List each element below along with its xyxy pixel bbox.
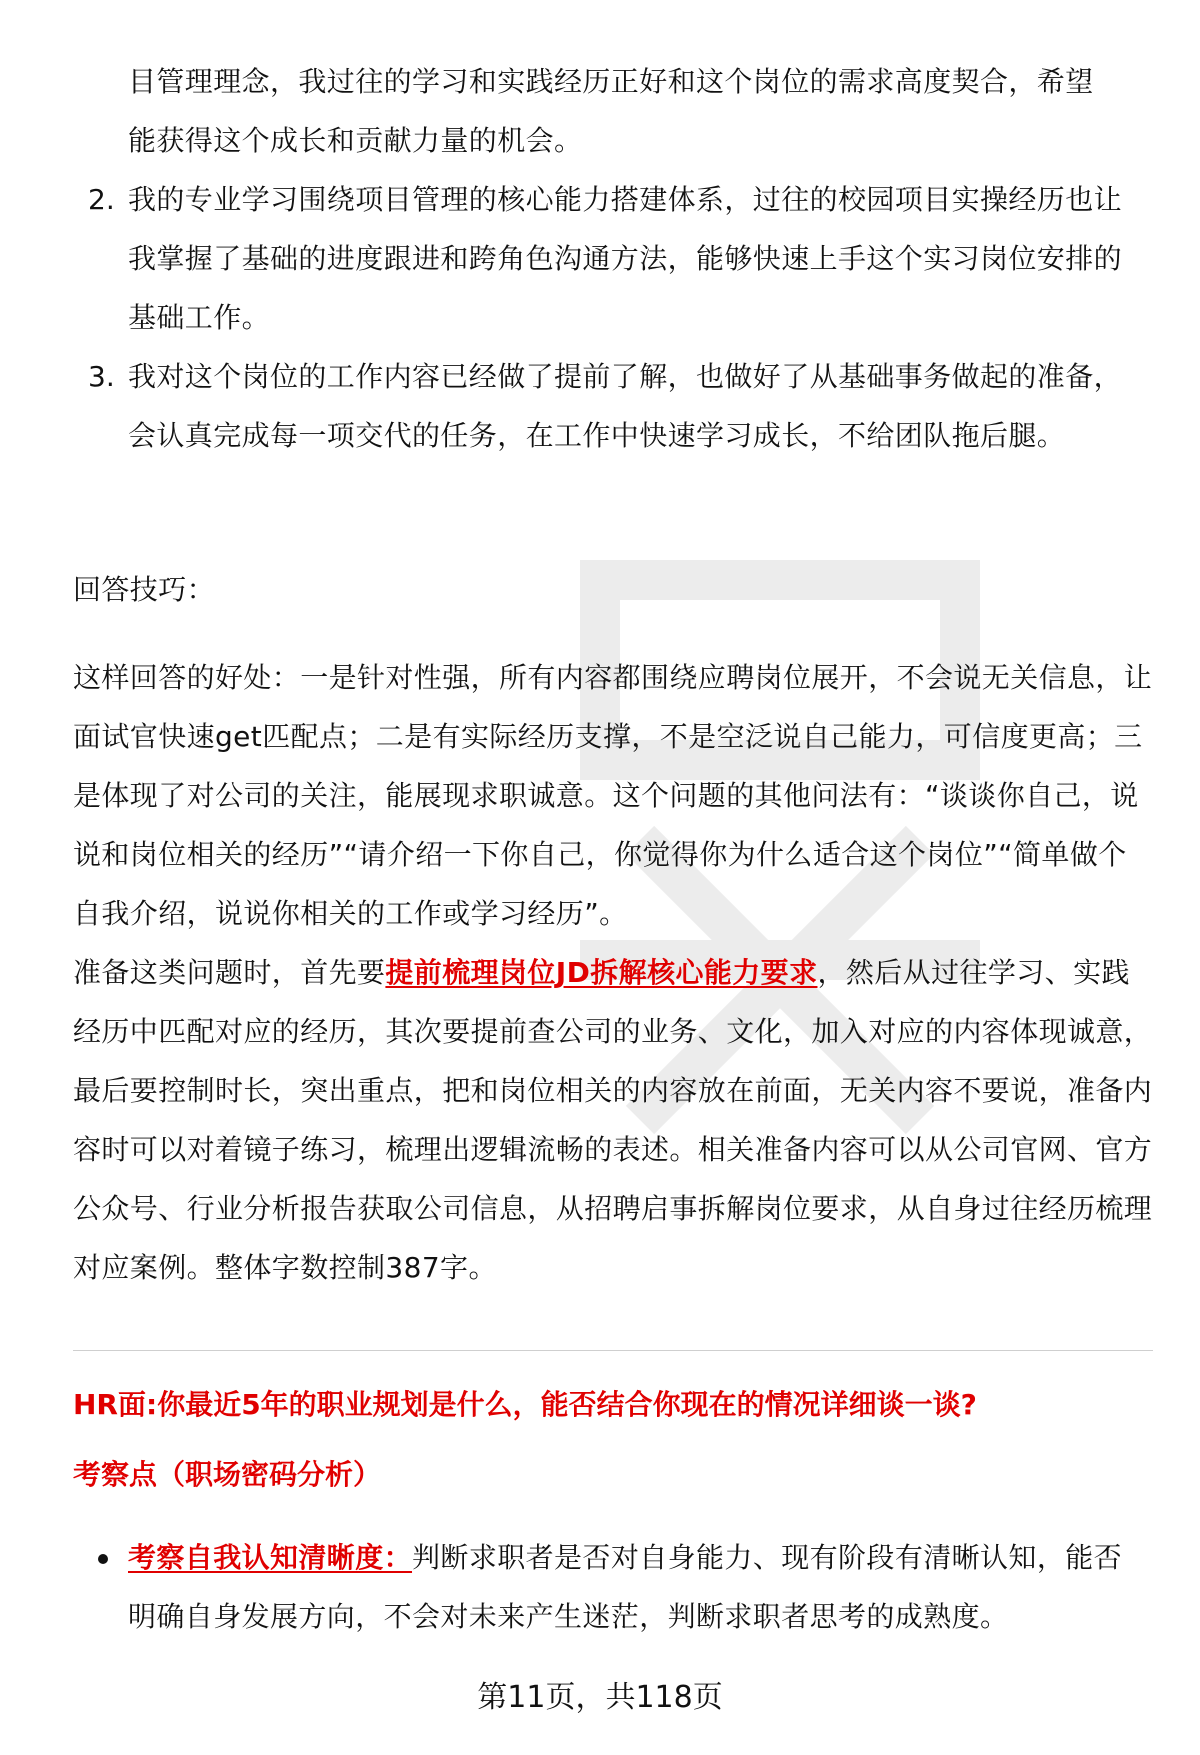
assessment-points-heading: 考察点（职场密码分析） xyxy=(73,1458,382,1491)
para-text: 准备这类问题时，首先要 xyxy=(73,956,386,989)
bullet-body: 判断求职者是否对自身能力、现有阶段有清晰认知，能否明确自身发展方向，不会对未来产生迷茫，判断求职者思考的成熟度。 xyxy=(128,1541,1123,1633)
bullet-text xyxy=(128,1528,1148,1646)
section-divider xyxy=(73,1350,1153,1351)
list-item-3 xyxy=(80,347,1160,465)
numbered-list xyxy=(80,52,1160,465)
list-number: 2. xyxy=(88,183,115,216)
highlighted-phrase: 提前梳理岗位JD拆解核心能力要求 xyxy=(385,956,818,989)
list-line: 目管理理念，我过往的学习和实践经历正好和这个岗位的需求高度契合，希望 xyxy=(128,65,1094,98)
list-number: 3. xyxy=(88,360,115,393)
question-title: HR面:你最近5年的职业规划是什么，能否结合你现在的情况详细谈一谈? xyxy=(73,1388,977,1421)
list-text: 我的专业学习围绕项目管理的核心能力搭建体系，过往的校园项目实操经历也让我掌握了基础的进度跟进和跨角色沟通方法，能够快速上手这个实习岗位安排的基础工作。 xyxy=(128,183,1123,334)
list-text: 我对这个岗位的工作内容已经做了提前了解，也做好了从基础事务做起的准备，会认真完成每一项交代的任务，在工作中快速学习成长，不给团队拖后腿。 xyxy=(128,360,1123,452)
page-number: 第11页，共118页 xyxy=(477,1680,723,1715)
bullet-dot xyxy=(98,1554,108,1564)
tips-paragraph-1: 这样回答的好处：一是针对性强，所有内容都围绕应聘岗位展开，不会说无关信息，让面试官快速get匹配点；二是有实际经历支撑，不是空泛说自己能力，可信度更高；三是体现了对公司的关注，能展现求职诚意。这个问题的其他问法有：“谈谈你自己，说说和岗位相关的经历”“请介绍一下你自己，你觉得你为什么适合这个岗位”“简单做个自我介绍，说说你相关的工作或学习经历”。 xyxy=(73,661,1153,930)
list-line: 能获得这个成长和贡献力量的机会。 xyxy=(128,124,583,157)
tips-paragraph-2 xyxy=(73,943,1153,1297)
bullet-item xyxy=(98,1528,1158,1646)
tips-heading: 回答技巧： xyxy=(73,573,216,606)
list-item-2 xyxy=(80,170,1160,347)
para-text: ，然后从过往学习、实践经历中匹配对应的经历，其次要提前查公司的业务、文化，加入对应的内容体现诚意，最后要控制时长，突出重点，把和岗位相关的内容放在前面，无关内容不要说，准备内容时可以对着镜子练习，梳理出逻辑流畅的表述。相关准备内容可以从公司官网、官方公众号、行业分析报告获取公司信息，从招聘启事拆解岗位要求，从自身过往经历梳理对应案例。整体字数控制387字。 xyxy=(73,956,1153,1284)
bullet-label: 考察自我认知清晰度： xyxy=(128,1541,413,1574)
list-item-1-continued xyxy=(80,52,1148,170)
